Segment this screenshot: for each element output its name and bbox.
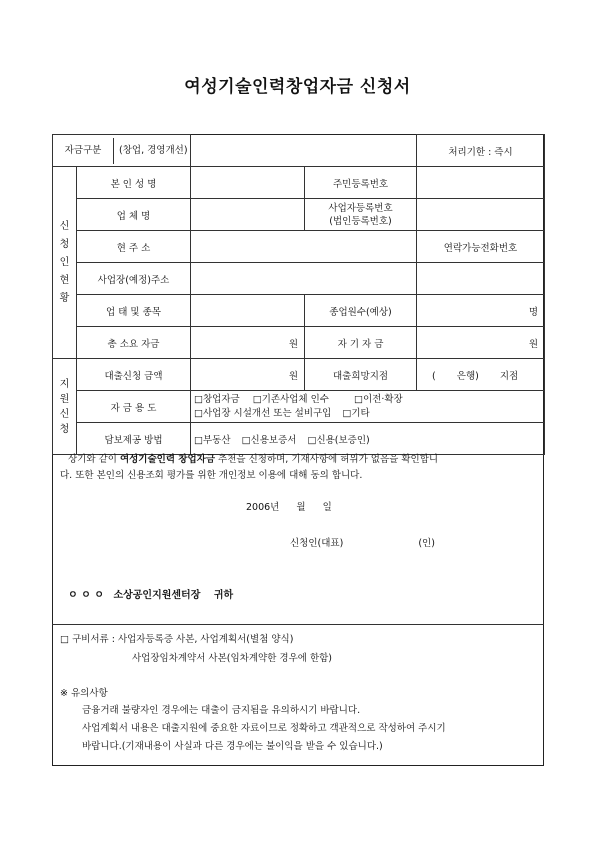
resident-no-label: 주민등록번호 xyxy=(305,167,417,199)
phone-field[interactable] xyxy=(417,263,545,295)
usage-label: 자 금 용 도 xyxy=(77,391,191,423)
collateral-options xyxy=(191,423,545,455)
collateral-option-credit[interactable]: □신용(보증인) xyxy=(307,434,370,446)
section-divider xyxy=(52,624,544,625)
recipient-line: ㅇ ㅇ ㅇ 소상공인지원센터장 귀하 xyxy=(68,590,234,601)
name-label: 본 인 성 명 xyxy=(77,167,191,199)
support-side-label: 지 원 신 청 xyxy=(53,359,77,455)
usage-option-relocation[interactable]: □이전·확장 xyxy=(354,393,403,405)
collateral-label: 담보제공 방법 xyxy=(77,423,191,455)
processing-deadline: 처리기한 : 즉시 xyxy=(417,135,545,167)
collateral-option-realestate[interactable]: □부동산 xyxy=(194,434,231,446)
applicant-sign-label: 신청인(대표) xyxy=(290,538,344,549)
loan-row xyxy=(53,359,545,391)
statement-line1: 상기와 같이 여성기술인력 창업자금 추천을 신청하며, 기재사항에 허위가 없음을 확인합니 xyxy=(68,454,439,465)
biz-reg-field[interactable] xyxy=(417,199,545,231)
loan-amount-unit: 원 xyxy=(288,370,299,382)
total-fund-field[interactable] xyxy=(191,327,305,359)
company-row xyxy=(53,199,545,231)
application-table xyxy=(52,134,545,455)
notes-heading: ※ 유의사항 xyxy=(60,688,108,699)
business-type-label: 업 태 및 종목 xyxy=(77,295,191,327)
workplace-row xyxy=(53,263,545,295)
branch-field[interactable]: ( 은행) 지점 xyxy=(417,359,545,391)
business-type-row xyxy=(53,295,545,327)
own-fund-unit: 원 xyxy=(528,338,539,350)
loan-amount-field[interactable] xyxy=(191,359,305,391)
usage-row xyxy=(53,391,545,423)
page-title: 여성기술인력창업자금 신청서 xyxy=(184,77,411,97)
statement-line2: 다. 또한 본인의 신용조회 평가를 위한 개인정보 이용에 대해 동의 합니다. xyxy=(60,470,363,481)
fund-type-label: 자금구분 xyxy=(53,138,114,164)
fund-type-row xyxy=(53,135,545,167)
branch-label: 대출희망지점 xyxy=(305,359,417,391)
total-fund-label: 총 소요 자금 xyxy=(77,327,191,359)
workplace-label: 사업장(예정)주소 xyxy=(77,263,191,295)
address-label: 현 주 소 xyxy=(77,231,191,263)
blank-cell xyxy=(191,135,417,167)
own-fund-label: 자 기 자 금 xyxy=(305,327,417,359)
notes-line2: 사업계획서 내용은 대출지원에 중요한 자료이므로 정확하고 객관적으로 작성하여 주시기 xyxy=(82,723,446,734)
fund-type-value[interactable]: (창업, 경영개선) xyxy=(119,144,188,156)
company-label: 업 체 명 xyxy=(77,199,191,231)
funds-row xyxy=(53,327,545,359)
fund-type-cell xyxy=(53,135,191,167)
applicant-name-row xyxy=(53,167,545,199)
employees-label: 종업원수(예상) xyxy=(305,295,417,327)
address-field[interactable] xyxy=(191,231,417,263)
notes-line1: 금융거래 불량자인 경우에는 대출이 금지됨을 유의하시기 바랍니다. xyxy=(82,705,361,716)
seal-mark: (인) xyxy=(418,538,435,549)
employees-field[interactable] xyxy=(417,295,545,327)
loan-amount-label: 대출신청 금액 xyxy=(77,359,191,391)
usage-options xyxy=(191,391,545,423)
collateral-option-guarantee[interactable]: □신용보증서 xyxy=(241,434,297,446)
phone-label: 연락가능전화번호 xyxy=(417,231,545,263)
date-line: 2006년 월 일 xyxy=(246,502,332,513)
notes-line3: 바랍니다.(기재내용이 사실과 다른 경우에는 불이익을 받을 수 있습니다.) xyxy=(82,741,383,752)
usage-option-facility[interactable]: □사업장 시설개선 또는 설비구입 xyxy=(194,407,332,419)
business-type-field[interactable] xyxy=(191,295,305,327)
company-field[interactable] xyxy=(191,199,305,231)
collateral-row xyxy=(53,423,545,455)
own-fund-field[interactable] xyxy=(417,327,545,359)
address-row xyxy=(53,231,545,263)
usage-option-other[interactable]: □기타 xyxy=(342,407,370,419)
total-fund-unit: 원 xyxy=(288,338,299,350)
biz-reg-label: 사업자등록번호 (법인등록번호) xyxy=(305,199,417,231)
documents-line2: 사업장임차계약서 사본(임차계약한 경우에 한함) xyxy=(132,653,333,664)
applicant-side-label: 신 청 인 현 황 xyxy=(53,167,77,359)
documents-line1: □ 구비서류 : 사업자등록증 사본, 사업계획서(별첨 양식) xyxy=(60,634,294,645)
usage-option-startup[interactable]: □창업자금 xyxy=(194,393,240,405)
resident-no-field[interactable] xyxy=(417,167,545,199)
signature-line xyxy=(290,536,490,552)
workplace-field[interactable] xyxy=(191,263,417,295)
employees-unit: 명 xyxy=(528,306,539,318)
name-field[interactable] xyxy=(191,167,305,199)
usage-option-acquisition[interactable]: □기존사업체 인수 xyxy=(252,393,329,405)
